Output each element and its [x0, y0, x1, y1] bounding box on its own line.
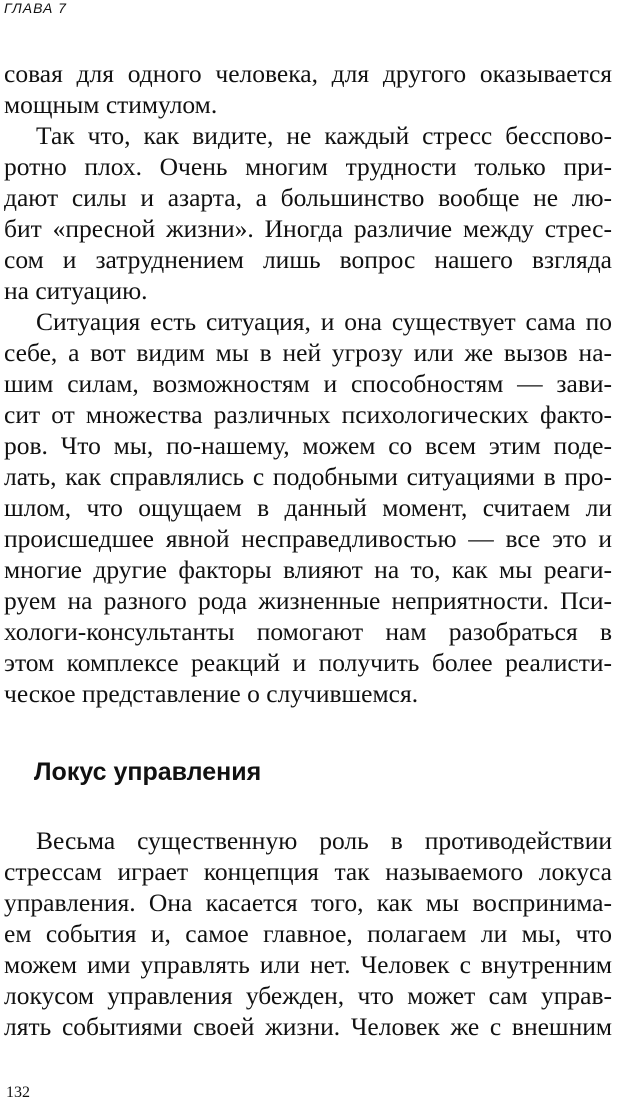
text-line: локусом управления убежден, что может сам управ-	[4, 981, 612, 1010]
text-line: Так что, как видите, не каждый стресс бесспово-	[36, 121, 612, 150]
body-text-block-3	[4, 151, 612, 709]
text-line: ческое представление о случившемся.	[4, 679, 419, 708]
text-line: сит от множества различных психологических факто-	[4, 400, 612, 429]
text-line: бит «пресной жизни». Иногда различие между стрес-	[4, 214, 612, 243]
section-heading: Локус управления	[34, 758, 262, 786]
running-head: ГЛАВА 7	[4, 0, 67, 16]
text-line: можем ими управлять или нет. Человек с внутренним	[4, 950, 612, 979]
page-number: 132	[6, 1084, 30, 1101]
text-line: себе, а вот видим мы в ней угрозу или же вызов на-	[4, 338, 612, 367]
text-line: совая для одного человека, для другого оказывается	[4, 59, 612, 88]
text-line: стрессам играет концепция так называемого локуса	[4, 857, 612, 886]
text-line: лать, как справлялись с подобными ситуациями в про-	[4, 462, 612, 491]
text-line: на ситуацию.	[4, 276, 148, 305]
text-line: ров. Что мы, по-нашему, можем со всем этим поде-	[4, 431, 612, 460]
text-line: руем на разного рода жизненные неприятности. Пси-	[4, 586, 612, 615]
text-line: происшедшее явной несправедливостью — все это и	[4, 524, 612, 553]
text-line: дают силы и азарта, а большинство вообще не лю-	[4, 183, 612, 212]
text-line: лять событиями своей жизни. Человек же с внешним	[4, 1012, 612, 1041]
text-line: шим силам, возможностям и способностям — зави-	[4, 369, 612, 398]
text-line: управления. Она касается того, как мы воспринима-	[4, 888, 612, 917]
text-line: ротно плох. Очень многим трудности только при-	[4, 152, 612, 181]
body-text-block	[4, 58, 612, 120]
text-line: шлом, что ощущаем в данный момент, считаем ли	[4, 493, 612, 522]
text-line: многие другие факторы влияют на то, как мы реаги-	[4, 555, 612, 584]
text-line: ем события и, самое главное, полагаем ли мы, что	[4, 919, 612, 948]
text-line: Весьма существенную роль в противодействии	[36, 826, 612, 855]
text-line: мощным стимулом.	[4, 90, 218, 119]
body-text-block-2	[4, 120, 612, 151]
text-line: Ситуация есть ситуация, и она существует сама по	[36, 307, 612, 336]
body-text-block-4	[4, 825, 612, 1042]
text-line: сом и затруднением лишь вопрос нашего взгляда	[4, 245, 612, 274]
text-line: хологи-консультанты помогают нам разобраться в	[4, 617, 612, 646]
text-line: этом комплексе реакций и получить более реалисти-	[4, 648, 612, 677]
